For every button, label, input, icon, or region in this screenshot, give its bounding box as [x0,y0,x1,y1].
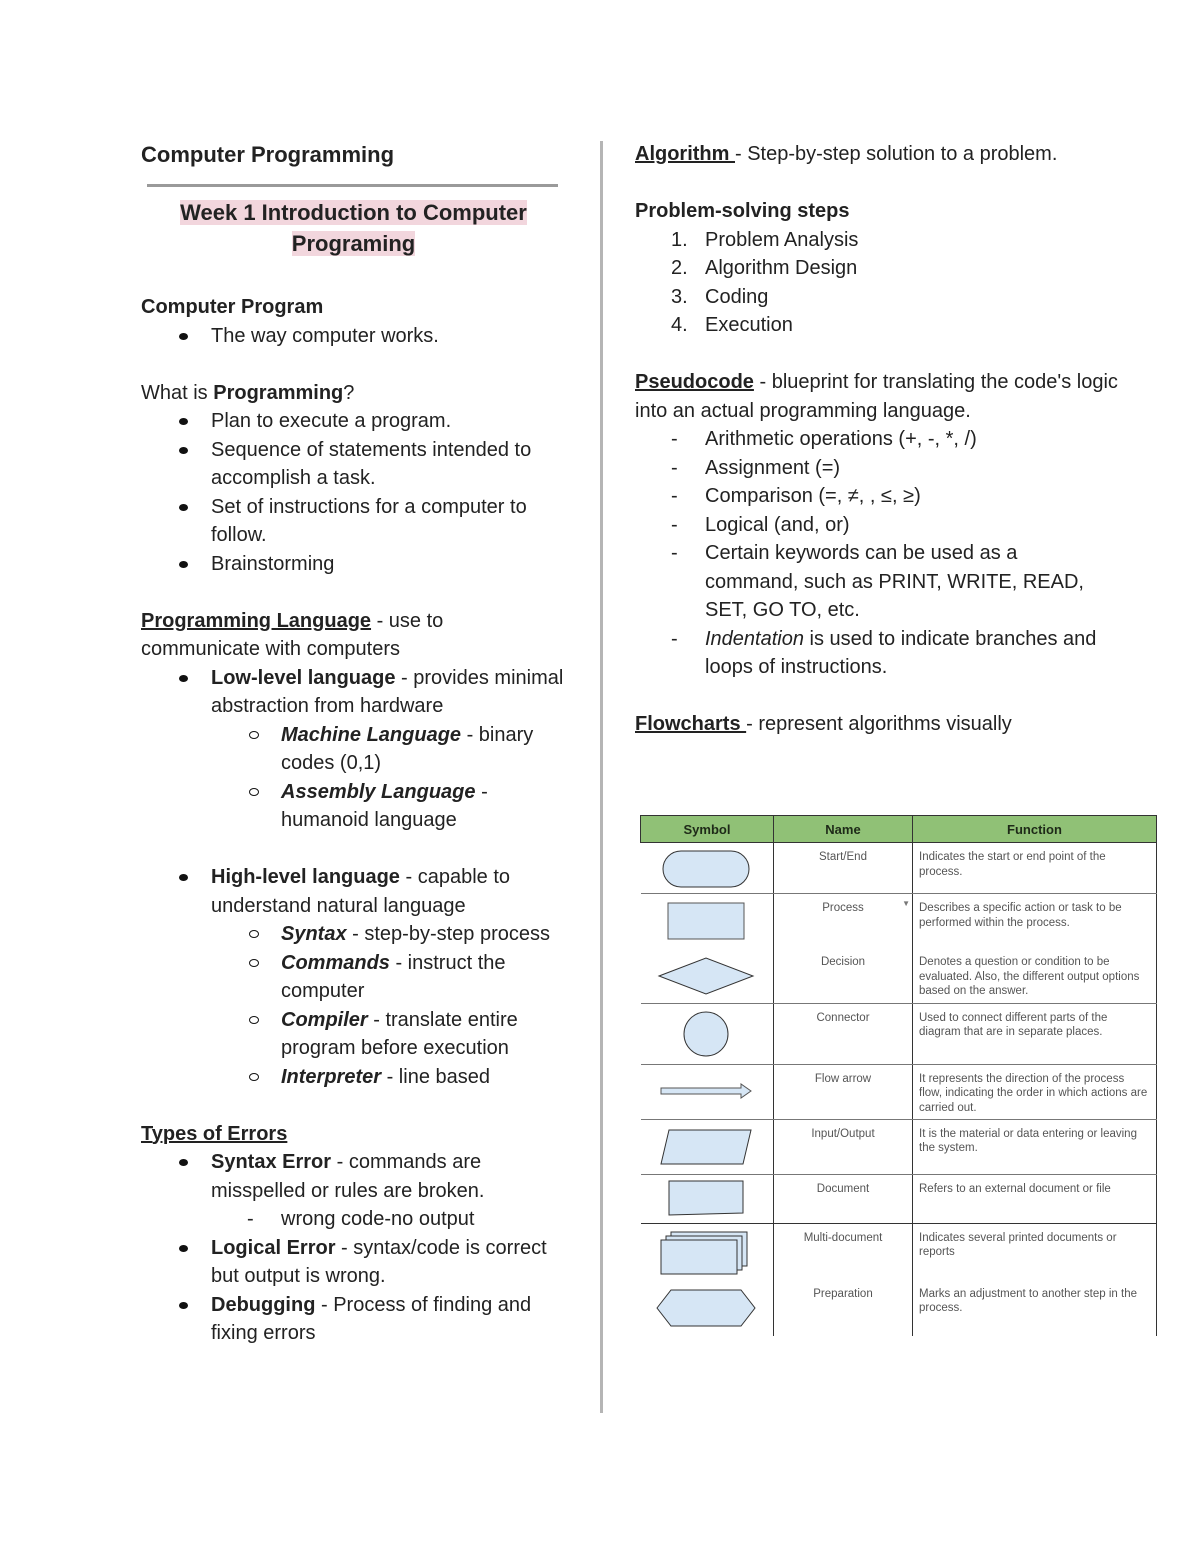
table-cell: Preparation [774,1280,913,1336]
table-cell [641,1174,774,1223]
list-item: Low-level language - provides minimal abstraction from hardware Machine Language - binary codes (0,1) Assembly Language - humanoid language [141,664,566,835]
pseudocode-definition: Pseudocode - blueprint for translating the code's logic into an actual programming language. [635,371,1118,422]
list-item: 3. Coding [671,285,769,308]
high-level-sublist [211,920,566,1091]
table-cell: Indicates the start or end point of the process. [913,843,1157,894]
table-cell [641,1280,774,1336]
hexagon-icon [641,1280,771,1336]
list-item: Set of instructions for a computer to follow. [141,493,566,550]
table-cell [641,894,774,949]
errors-list [141,1148,566,1348]
table-cell: Marks an adjustment to another step in the process. [913,1280,1157,1336]
table-cell [641,948,774,1003]
syntax-error-sublist [211,1205,566,1234]
list-item: 1. Problem Analysis [671,228,859,251]
table-cell: It represents the direction of the process flow, indicating the order in which actions are carried out. [913,1064,1157,1119]
table-row [641,1003,1157,1064]
table-row [641,1223,1157,1280]
table-row [641,1280,1157,1336]
language-levels-list [141,664,566,835]
week-heading [141,197,566,259]
flowchart-symbols-table [640,815,1157,1336]
title-rule [147,184,558,187]
table-cell [641,1003,774,1064]
problem-solving-heading: Problem-solving steps [635,200,850,222]
rectangle-icon [641,894,771,948]
list-item: - Indentation is used to indicate branches and loops of instructions. [635,625,1115,682]
table-row [641,1064,1157,1119]
list-item: Interpreter - line based [211,1063,566,1092]
list-item: - Arithmetic operations (+, -, *, /) [635,425,1115,454]
pseudocode-list [635,425,1165,682]
list-item: - Logical (and, or) [635,511,1115,540]
computer-program-list [141,322,566,351]
list-item: High-level language - capable to understand natural language Syntax - step-by-step process Commands - instruct the computer Compiler - translate entire program before execution Interpreter - line based [141,863,566,1091]
table-cell: Document [774,1174,913,1223]
column-divider [600,141,603,1413]
parallelogram-icon [641,1120,771,1174]
table-cell: Decision [774,948,913,1003]
list-item: Sequence of statements intended to accomplish a task. [141,436,566,493]
table-cell: Multi-document [774,1223,913,1280]
table-cell: Process ▼ [774,894,913,949]
flowcharts-definition: Flowcharts - represent algorithms visually [635,713,1012,735]
right-column [635,140,1165,739]
list-item: Debugging - Process of finding and fixing errors [141,1291,566,1348]
problem-solving-list [635,226,1165,340]
table-row [641,894,1157,949]
table-cell [641,1223,774,1280]
list-item: Compiler - translate entire program before execution [211,1006,566,1063]
table-cell: Indicates several printed documents or reports [913,1223,1157,1280]
dropdown-icon: ▼ [902,899,910,908]
algorithm-definition: Algorithm - Step-by-step solution to a problem. [635,143,1058,165]
table-row [641,843,1157,894]
table-cell: It is the material or data entering or leaving the system. [913,1119,1157,1174]
table-cell: Start/End [774,843,913,894]
table-cell [641,1119,774,1174]
list-item: - wrong code-no output [211,1205,566,1234]
list-item: Machine Language - binary codes (0,1) [211,721,566,778]
column-header: Name [774,816,913,843]
table-cell: Used to connect different parts of the diagram that are in separate places. [913,1003,1157,1064]
table-row [641,1119,1157,1174]
list-item: Logical Error - syntax/code is correct but output is wrong. [141,1234,566,1291]
high-level-list [141,863,566,1091]
week-heading-text: Week 1 Introduction to Computer Programing [180,200,527,256]
document-icon [641,1175,771,1223]
table-row [641,1174,1157,1223]
arrow-icon [641,1065,771,1119]
list-item: - Assignment (=) [635,454,1115,483]
table-header-row [641,816,1157,843]
list-item: - Certain keywords can be used as a command, such as PRINT, WRITE, READ, SET, GO TO, etc. [635,539,1115,625]
column-header: Function [913,816,1157,843]
types-of-errors-heading: Types of Errors [141,1122,288,1145]
programming-language-heading: Programming Language - use to communicate with computers [141,609,444,660]
list-item: Syntax Error - commands are misspelled or rules are broken. - wrong code-no output [141,1148,566,1234]
table-cell [641,1064,774,1119]
low-level-sublist [211,721,566,835]
list-item: Commands - instruct the computer [211,949,566,1006]
list-item: Brainstorming [141,550,566,579]
computer-program-heading: Computer Program [141,296,324,318]
left-column [141,140,566,1348]
table-cell: Connector [774,1003,913,1064]
table-cell: Refers to an external document or file [913,1174,1157,1223]
list-item: Assembly Language - humanoid language [211,778,566,835]
table-row [641,948,1157,1003]
table-cell: Describes a specific action or task to be performed within the process. [913,894,1157,949]
table-cell: Denotes a question or condition to be evaluated. Also, the different output options based on the answer. [913,948,1157,1003]
table-cell [641,843,774,894]
programming-list [141,407,566,578]
list-item: Syntax - step-by-step process [211,920,566,949]
what-is-programming-heading: What is Programming? [141,381,355,404]
table-cell: Flow arrow [774,1064,913,1119]
multi-document-icon [641,1224,771,1280]
rounded-rect-icon [641,843,771,893]
list-item: - Comparison (=, ≠, , ≤, ≥) [635,482,1115,511]
list-item: The way computer works. [141,322,566,351]
list-item: 4. Execution [671,314,793,336]
circle-icon [641,1004,771,1064]
list-item: Plan to execute a program. [141,407,566,436]
list-item: 2. Algorithm Design [671,257,858,279]
diamond-icon [641,948,771,1002]
table-cell: Input/Output [774,1119,913,1174]
document-title: Computer Programming [141,142,395,167]
column-header: Symbol [641,816,774,843]
